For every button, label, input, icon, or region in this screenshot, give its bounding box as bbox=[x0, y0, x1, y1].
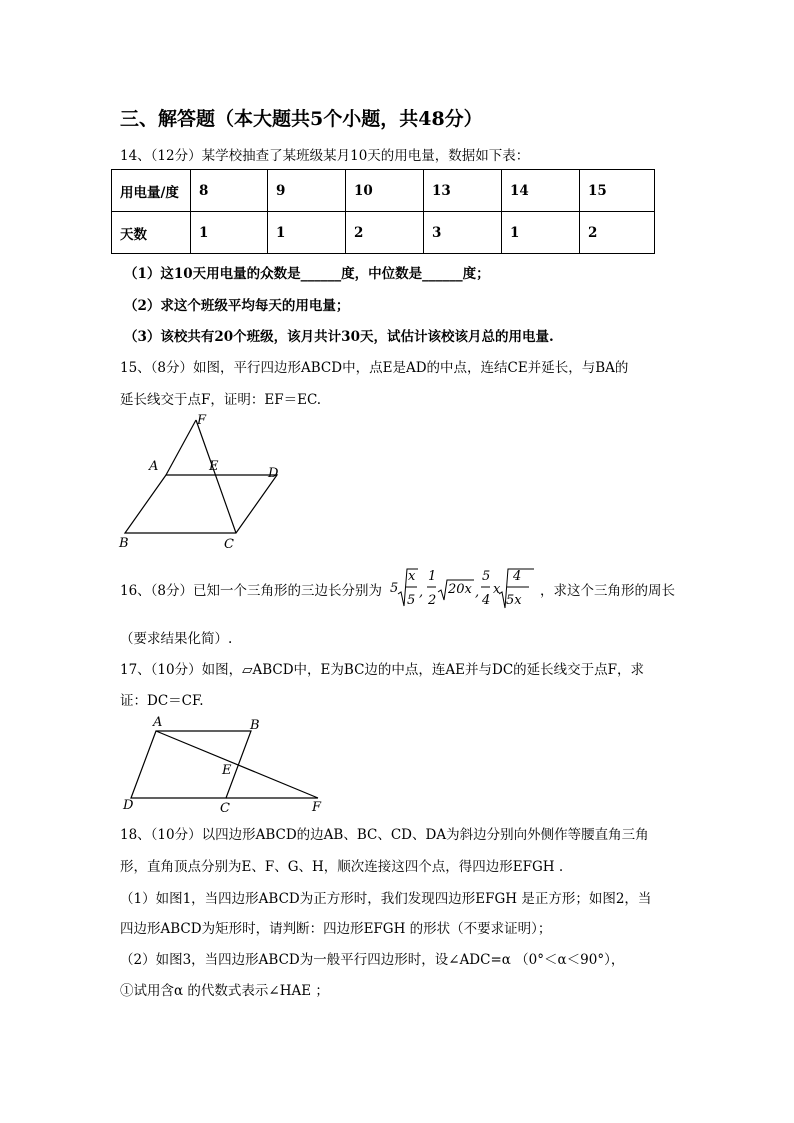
formula-num-4: 4 bbox=[513, 569, 522, 584]
section-title: 三、解答题（本大题共5个小题，共48分） bbox=[120, 108, 483, 130]
q18-line1: 18、（10分）以四边形ABCD的边AB、BC、CD、DA为斜边分别向外侧作等腰直角三角 bbox=[120, 827, 649, 843]
formula-rad-2: 20x bbox=[448, 582, 472, 597]
label-a: A bbox=[149, 459, 159, 474]
q16-suffix: ，求这个三角形的周长 bbox=[540, 583, 675, 599]
formula-num-2: 1 bbox=[428, 569, 437, 584]
q15-line2: 延长线交于点F，证明：EF＝EC. bbox=[120, 392, 322, 408]
line-fc bbox=[196, 420, 236, 533]
table-cell: 9 bbox=[268, 170, 346, 212]
formula-den-4: 5x bbox=[506, 593, 522, 608]
label-e: E bbox=[222, 763, 232, 778]
table-cell: 8 bbox=[191, 170, 268, 212]
label-f: F bbox=[312, 800, 322, 815]
q15-figure bbox=[110, 410, 300, 555]
parallelogram-abcd bbox=[131, 731, 251, 798]
label-d: D bbox=[268, 466, 279, 481]
line-af bbox=[166, 420, 196, 475]
formula-var-3: x bbox=[493, 582, 501, 597]
table-cell: 1 bbox=[191, 212, 268, 254]
electricity-table bbox=[111, 169, 655, 254]
label-a: A bbox=[153, 715, 163, 730]
q18-line6: ①试用含α 的代数式表示∠HAE ； bbox=[120, 983, 329, 999]
table-cell: 2 bbox=[580, 212, 655, 254]
table-row bbox=[112, 212, 655, 254]
table-cell: 3 bbox=[424, 212, 502, 254]
formula-comma-2: , bbox=[475, 585, 480, 600]
q14-stem: 14、（12分）某学校抽查了某班级某月10天的用电量，数据如下表： bbox=[120, 148, 530, 164]
table-cell: 2 bbox=[346, 212, 424, 254]
parallelogram-abcd bbox=[125, 475, 277, 533]
q16-formula bbox=[389, 566, 539, 614]
formula-den-3: 4 bbox=[482, 593, 491, 608]
q17-line1: 17、（10分）如图，▱ABCD中，E为BC边的中点，连AE并与DC的延长线交于点F，求 bbox=[120, 662, 645, 678]
q17-line2: 证：DC＝CF. bbox=[120, 693, 204, 709]
table-cell: 15 bbox=[580, 170, 655, 212]
q18-line5: （2）如图3，当四边形ABCD为一般平行四边形时，设∠ADC=α （0°＜α＜90°）， bbox=[120, 952, 625, 968]
q18-line4: 四边形ABCD为矩形时，请判断：四边形EFGH 的形状（不要求证明）； bbox=[120, 921, 552, 937]
q18-line3: （1）如图1，当四边形ABCD为正方形时，我们发现四边形EFGH 是正方形；如图2，当 bbox=[120, 891, 652, 907]
q14-sub2: （2）求这个班级平均每天的用电量； bbox=[124, 298, 350, 314]
q14-sub1: （1）这10天用电量的众数是______度，中位数是______度； bbox=[124, 266, 490, 282]
formula-comma-1: , bbox=[419, 585, 424, 600]
table-cell: 1 bbox=[502, 212, 580, 254]
label-d: D bbox=[123, 798, 134, 813]
q16-line2: （要求结果化简）. bbox=[120, 631, 233, 647]
table-row bbox=[112, 170, 655, 212]
table-cell: 1 bbox=[268, 212, 346, 254]
formula-coef-1: 5 bbox=[390, 581, 399, 596]
table-cell: 10 bbox=[346, 170, 424, 212]
label-e: E bbox=[209, 459, 219, 474]
label-f: F bbox=[197, 413, 207, 428]
formula-num-1: x bbox=[408, 569, 416, 584]
label-c: C bbox=[220, 801, 230, 816]
q15-line1: 15、（8分）如图，平行四边形ABCD中，点E是AD的中点，连结CE并延长，与BA的 bbox=[120, 360, 629, 376]
table-cell: 用电量/度 bbox=[112, 170, 191, 212]
line-af bbox=[156, 731, 318, 798]
table-cell: 14 bbox=[502, 170, 580, 212]
formula-den-2: 2 bbox=[428, 593, 437, 608]
label-b: B bbox=[119, 536, 129, 551]
label-b: B bbox=[250, 718, 260, 733]
table-cell: 天数 bbox=[112, 212, 191, 254]
q16-prefix: 16、（8分）已知一个三角形的三边长分别为 bbox=[120, 583, 383, 599]
q14-sub3: （3）该校共有20个班级，该月共计30天，试估计该校该月总的用电量. bbox=[124, 329, 554, 345]
q18-line2: 形，直角顶点分别为E、F、G、H，顺次连接这四个点，得四边形EFGH . bbox=[120, 859, 564, 875]
q17-figure bbox=[118, 712, 338, 817]
label-c: C bbox=[224, 537, 234, 552]
formula-den-1: 5 bbox=[407, 593, 416, 608]
table-cell: 13 bbox=[424, 170, 502, 212]
formula-num-3: 5 bbox=[482, 569, 491, 584]
